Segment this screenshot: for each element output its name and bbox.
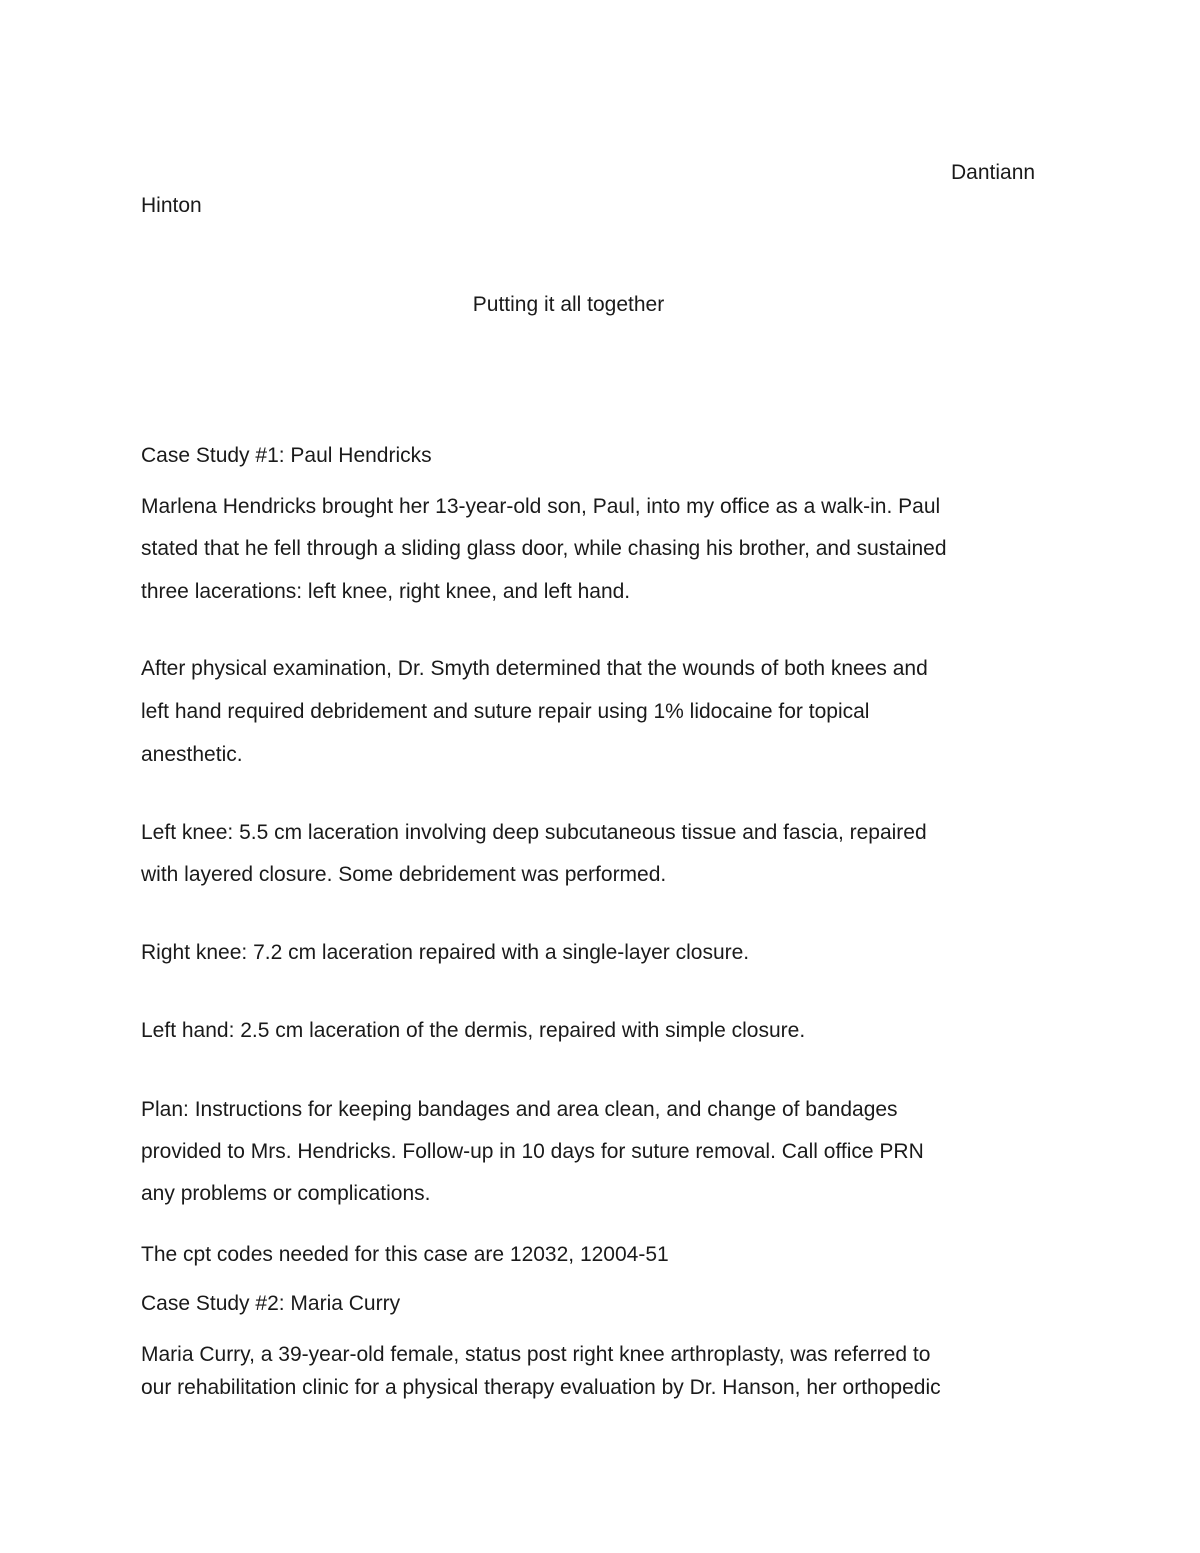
right-knee-line: Right knee: 7.2 cm laceration repaired with a single-layer closure. xyxy=(141,941,750,964)
case1-heading: Case Study #1: Paul Hendricks xyxy=(141,444,432,467)
cpt-codes-line: The cpt codes needed for this case are 12032, 12004-51 xyxy=(141,1243,669,1266)
case1-intro-line: stated that he fell through a sliding glass door, while chasing his brother, and sustained xyxy=(141,537,947,560)
left-knee-line: Left knee: 5.5 cm laceration involving deep subcutaneous tissue and fascia, repaired xyxy=(141,821,927,844)
case2-heading: Case Study #2: Maria Curry xyxy=(141,1292,401,1315)
page-title: Putting it all together xyxy=(472,293,665,316)
plan-line: Plan: Instructions for keeping bandages and area clean, and change of bandages xyxy=(141,1098,898,1121)
case1-exam-line: After physical examination, Dr. Smyth determined that the wounds of both knees and xyxy=(141,657,928,680)
left-hand-line: Left hand: 2.5 cm laceration of the dermis, repaired with simple closure. xyxy=(141,1019,806,1042)
plan-line: provided to Mrs. Hendricks. Follow-up in 10 days for suture removal. Call office PRN xyxy=(141,1140,924,1163)
case1-exam-line: anesthetic. xyxy=(141,743,243,766)
left-knee-line: with layered closure. Some debridement was performed. xyxy=(141,863,667,886)
author-first-name: Dantiann xyxy=(951,161,1036,184)
case1-exam-line: left hand required debridement and suture repair using 1% lidocaine for topical xyxy=(141,700,870,723)
case1-intro-line: three lacerations: left knee, right knee, and left hand. xyxy=(141,580,631,603)
author-last-name: Hinton xyxy=(141,194,202,217)
plan-line: any problems or complications. xyxy=(141,1182,431,1205)
case2-intro-line: Maria Curry, a 39-year-old female, status post right knee arthroplasty, was referred to xyxy=(141,1343,931,1366)
case2-intro-line: our rehabilitation clinic for a physical therapy evaluation by Dr. Hanson, her orthopedic xyxy=(141,1376,941,1399)
case1-intro-line: Marlena Hendricks brought her 13-year-old son, Paul, into my office as a walk-in. Paul xyxy=(141,495,941,518)
